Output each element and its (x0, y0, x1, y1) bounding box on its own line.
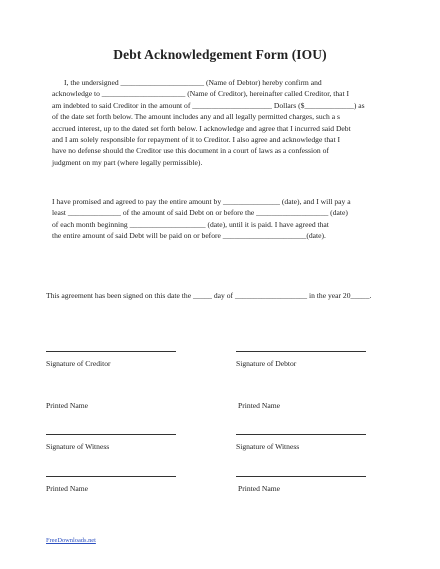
witness-signature-label-left: Signature of Witness (46, 442, 110, 451)
paragraph-line: and I am solely responsible for repayment of it to Creditor. I also agree and acknowledge that I (52, 135, 341, 145)
paragraph-line: I have promised and agreed to pay the entire amount by _______________ (date), and I will pay a (52, 197, 351, 206)
witness-printed-name-label-left: Printed Name (46, 484, 88, 493)
payment-terms-paragraph (52, 196, 388, 242)
paragraph-line: acknowledge to ______________________ (Name of Creditor), hereinafter called Creditor, that I (52, 89, 350, 99)
paragraph-line: least ______________ of the amount of said Debt on or before the ___________________ (date) (52, 208, 348, 218)
paragraph-line: judgment on my part (where legally permissible). (52, 157, 203, 167)
witness-signature-label-right: Signature of Witness (236, 442, 300, 451)
witness-printed-name-label-right: Printed Name (238, 484, 280, 493)
debtor-signature-line (236, 351, 366, 352)
paragraph-line: accrued interest, up to the dated set forth below. I acknowledge and agree that I incurred said Debt (52, 123, 351, 133)
paragraph-line: of each month beginning ____________________ (date), until it is paid. I have agreed that (52, 219, 329, 229)
creditor-signature-label: Signature of Creditor (46, 359, 111, 368)
paragraph-line: am indebted to said Creditor in the amount of _____________________ Dollars ($_____________) as (52, 100, 365, 110)
debtor-signature-label: Signature of Debtor (236, 359, 297, 368)
creditor-printed-name-label: Printed Name (46, 401, 88, 410)
witness-printed-name-line-right (236, 476, 366, 477)
witness-printed-name-line-left (46, 476, 176, 477)
debtor-printed-name-label: Printed Name (238, 401, 280, 410)
witness-signature-line-right (236, 434, 366, 435)
creditor-signature-line (46, 351, 176, 352)
page-title: Debt Acknowledgement Form (IOU) (113, 47, 327, 62)
witness-signature-line-left (46, 434, 176, 435)
paragraph-line: of the date set forth below. The amount includes any and all legally permitted charges, such a s (52, 112, 340, 122)
agreement-date-statement: This agreement has been signed on this date the _____ day of ___________________ in the year 20_____. (46, 291, 372, 300)
paragraph-line: have no defense should the Creditor use this document in a court of laws as a confession of (52, 146, 329, 156)
paragraph-line: I, the undersigned ______________________ (Name of Debtor) hereby confirm and (64, 78, 322, 87)
debt-acknowledgement-paragraph (52, 77, 388, 168)
paragraph-line: the entire amount of said Debt will be paid on or before ______________________(date). (52, 231, 326, 241)
footer-link[interactable]: FreeDownloads.net (46, 537, 96, 544)
